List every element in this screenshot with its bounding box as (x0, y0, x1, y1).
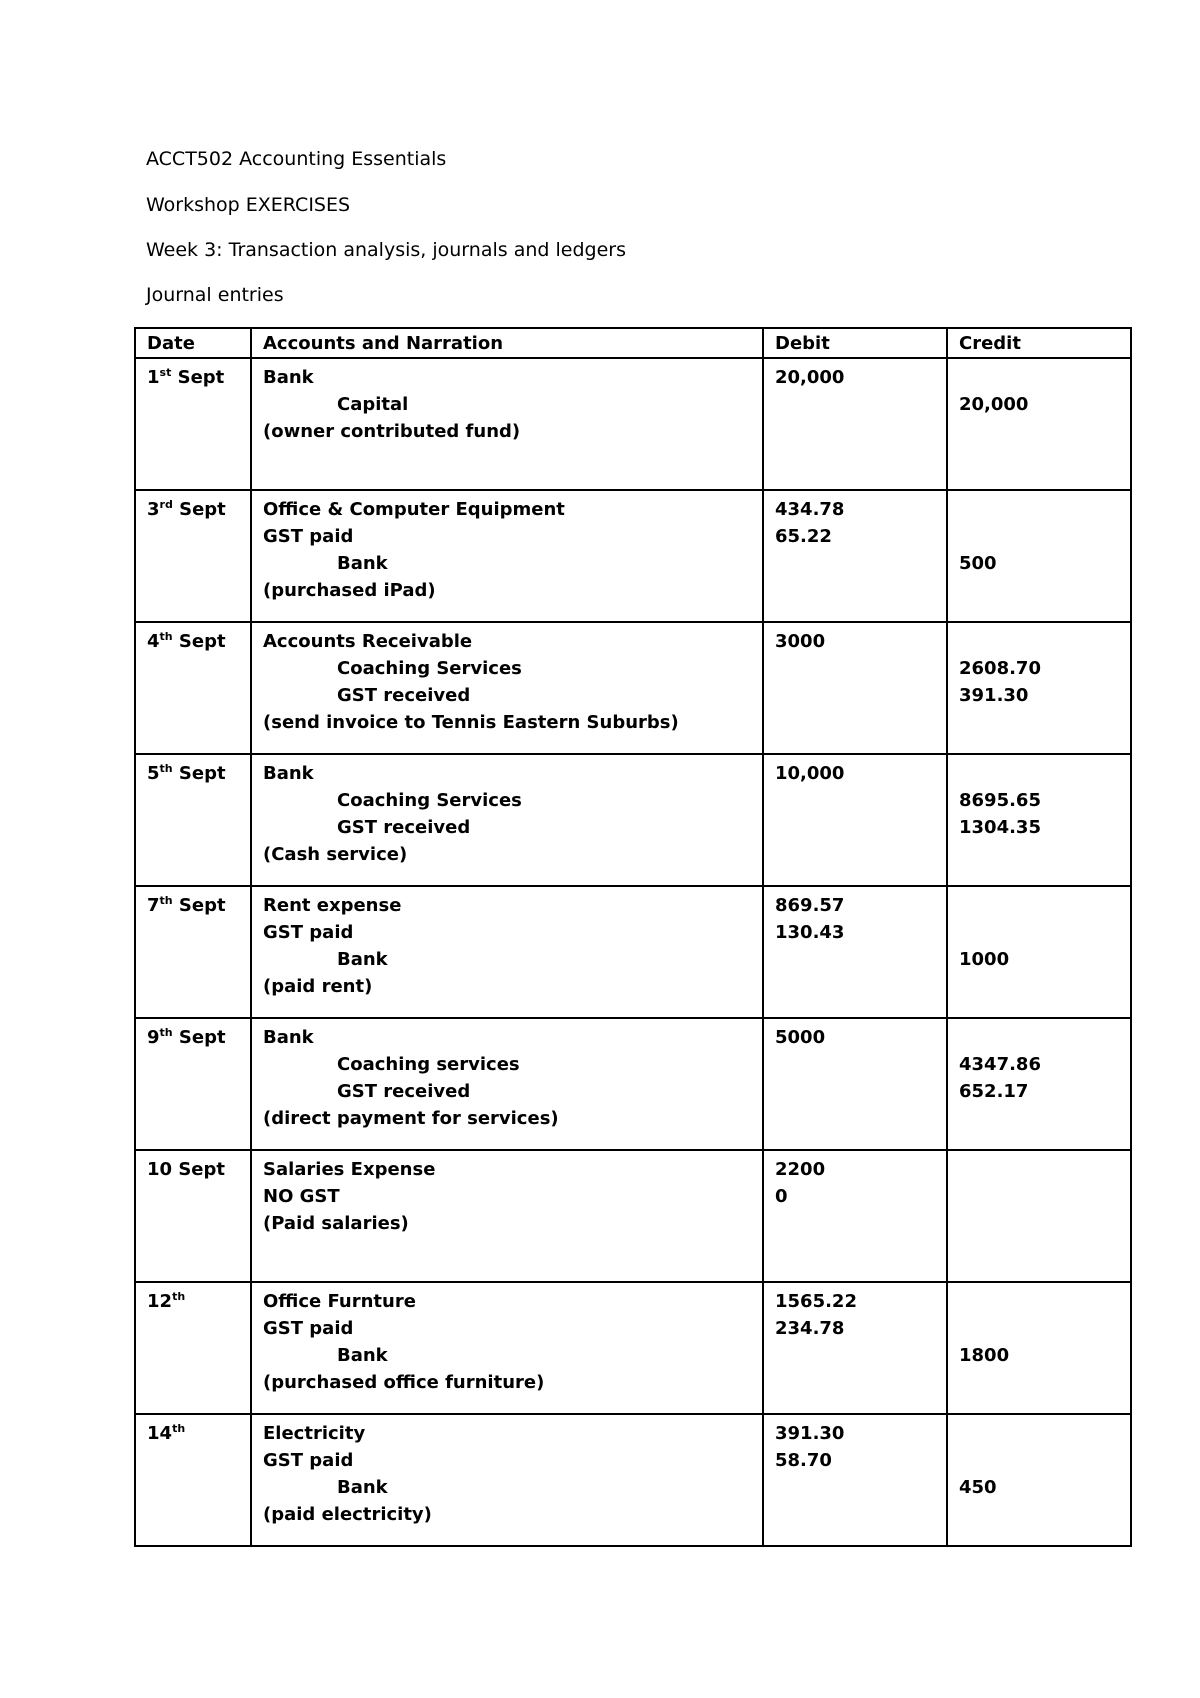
date-ordinal-suffix: rd (159, 498, 173, 511)
debit-amount: 391.30 (775, 1423, 845, 1444)
entry-accounts (251, 886, 763, 1018)
entry-credit (947, 754, 1131, 886)
header-credit: Credit (947, 328, 1131, 358)
credit-amount (959, 1288, 1120, 1315)
entry-date (135, 886, 251, 1018)
account-line: (owner contributed fund) (263, 421, 521, 442)
credit-amount (959, 892, 1120, 919)
debit-amount: 0 (775, 1186, 788, 1207)
entry-date (135, 1414, 251, 1546)
credit-amount: 1304.35 (959, 817, 1041, 838)
date-ordinal-suffix: st (159, 366, 172, 379)
entry-credit (947, 358, 1131, 490)
credit-amount (959, 1369, 1120, 1396)
date-day: 7 (147, 895, 160, 916)
credit-amount (959, 1183, 1120, 1210)
credit-amount: 500 (959, 553, 997, 574)
date-day: 5 (147, 763, 160, 784)
credit-amount (959, 418, 1120, 445)
account-line: Bank (263, 763, 314, 784)
table-row (135, 1414, 1131, 1546)
credit-amount: 20,000 (959, 394, 1029, 415)
debit-amount (775, 655, 936, 682)
date-day: 4 (147, 631, 160, 652)
account-line: (Cash service) (263, 844, 408, 865)
credit-amount (959, 1315, 1120, 1342)
entry-date (135, 1282, 251, 1414)
credit-amount (959, 760, 1120, 787)
debit-amount (775, 1210, 936, 1237)
week-heading: Week 3: Transaction analysis, journals and ledgers (146, 239, 626, 261)
account-line: (paid rent) (263, 976, 373, 997)
debit-amount (775, 1105, 936, 1132)
date-day: 3 (147, 499, 160, 520)
date-day: 10 Sept (147, 1159, 225, 1180)
credit-amount (959, 1501, 1120, 1528)
account-line: (direct payment for services) (263, 1108, 559, 1129)
entry-accounts (251, 1150, 763, 1282)
date-month: Sept (172, 1027, 226, 1048)
account-line: (purchased office furniture) (263, 1372, 545, 1393)
account-line: Bank (337, 1345, 388, 1366)
entry-credit (947, 1282, 1131, 1414)
debit-amount: 10,000 (775, 763, 845, 784)
credit-amount: 391.30 (959, 685, 1029, 706)
debit-amount: 434.78 (775, 499, 845, 520)
credit-amount (959, 919, 1120, 946)
date-month: Sept (172, 895, 226, 916)
table-row (135, 358, 1131, 490)
debit-amount (775, 1078, 936, 1105)
credit-amount: 652.17 (959, 1081, 1029, 1102)
date-ordinal-suffix: th (172, 1290, 186, 1303)
debit-amount (775, 1369, 936, 1396)
debit-amount (775, 1501, 936, 1528)
account-line: (send invoice to Tennis Eastern Suburbs) (263, 712, 679, 733)
date-month: Sept (172, 631, 226, 652)
document-subtitle: Workshop EXERCISES (146, 194, 351, 216)
debit-amount (775, 841, 936, 868)
account-line: Bank (337, 949, 388, 970)
date-month: Sept (171, 367, 225, 388)
entry-accounts (251, 1282, 763, 1414)
entry-debit (763, 1282, 947, 1414)
debit-amount (775, 787, 936, 814)
table-row (135, 886, 1131, 1018)
debit-amount (775, 391, 936, 418)
debit-amount (775, 973, 936, 1000)
date-day: 9 (147, 1027, 160, 1048)
debit-amount (775, 946, 936, 973)
account-line: Rent expense (263, 895, 402, 916)
credit-amount (959, 628, 1120, 655)
account-line: GST received (337, 817, 471, 838)
entry-accounts (251, 490, 763, 622)
entry-accounts (251, 622, 763, 754)
account-line: Capital (337, 394, 409, 415)
account-line: GST paid (263, 526, 354, 547)
account-line: GST received (337, 1081, 471, 1102)
debit-amount (775, 577, 936, 604)
account-line: (paid electricity) (263, 1504, 432, 1525)
entry-accounts (251, 754, 763, 886)
debit-amount (775, 814, 936, 841)
header-accounts: Accounts and Narration (251, 328, 763, 358)
account-line: Bank (337, 1477, 388, 1498)
entry-debit (763, 1414, 947, 1546)
debit-amount (775, 418, 936, 445)
entry-accounts (251, 1414, 763, 1546)
account-line: Coaching Services (337, 790, 522, 811)
entry-debit (763, 622, 947, 754)
table-row (135, 1150, 1131, 1282)
account-line: Office Furnture (263, 1291, 416, 1312)
account-line: GST paid (263, 1450, 354, 1471)
entry-debit (763, 754, 947, 886)
account-line: (Paid salaries) (263, 1213, 409, 1234)
account-line: Coaching Services (337, 658, 522, 679)
entry-debit (763, 358, 947, 490)
journal-body (135, 358, 1131, 1546)
entry-date (135, 1150, 251, 1282)
entry-accounts (251, 1018, 763, 1150)
account-line: NO GST (263, 1186, 340, 1207)
debit-amount (775, 1051, 936, 1078)
credit-amount (959, 709, 1120, 736)
credit-amount (959, 1156, 1120, 1183)
credit-amount: 1800 (959, 1345, 1010, 1366)
credit-amount (959, 523, 1120, 550)
date-ordinal-suffix: th (172, 1422, 186, 1435)
credit-amount (959, 1447, 1120, 1474)
entry-credit (947, 1018, 1131, 1150)
debit-amount: 869.57 (775, 895, 845, 916)
entry-date (135, 1018, 251, 1150)
table-row (135, 490, 1131, 622)
entry-credit (947, 886, 1131, 1018)
table-row (135, 622, 1131, 754)
debit-amount: 3000 (775, 631, 826, 652)
account-line: GST received (337, 685, 471, 706)
debit-amount (775, 1342, 936, 1369)
account-line: Accounts Receivable (263, 631, 473, 652)
entry-debit (763, 1018, 947, 1150)
account-line: Bank (337, 553, 388, 574)
credit-amount (959, 1210, 1120, 1237)
section-heading: Journal entries (146, 284, 284, 306)
credit-amount (959, 1024, 1120, 1051)
credit-amount (959, 841, 1120, 868)
date-ordinal-suffix: th (159, 630, 173, 643)
account-line: Coaching services (337, 1054, 520, 1075)
credit-amount (959, 973, 1120, 1000)
header-debit: Debit (763, 328, 947, 358)
document-title: ACCT502 Accounting Essentials (146, 148, 447, 170)
debit-amount (775, 709, 936, 736)
account-line: Electricity (263, 1423, 366, 1444)
entry-debit (763, 886, 947, 1018)
debit-amount: 20,000 (775, 367, 845, 388)
table-header-row (135, 328, 1131, 358)
date-ordinal-suffix: th (159, 894, 173, 907)
date-day: 14 (147, 1423, 173, 1444)
credit-amount (959, 496, 1120, 523)
date-month: Sept (172, 499, 226, 520)
debit-amount: 2200 (775, 1159, 826, 1180)
account-line: Bank (263, 367, 314, 388)
table-row (135, 1018, 1131, 1150)
credit-amount: 1000 (959, 949, 1010, 970)
account-line: GST paid (263, 922, 354, 943)
date-month: Sept (172, 763, 226, 784)
entry-date (135, 358, 251, 490)
header-date: Date (135, 328, 251, 358)
debit-amount: 1565.22 (775, 1291, 857, 1312)
credit-amount (959, 1105, 1120, 1132)
entry-debit (763, 1150, 947, 1282)
debit-amount (775, 682, 936, 709)
entry-credit (947, 622, 1131, 754)
entry-date (135, 622, 251, 754)
table-row (135, 1282, 1131, 1414)
entry-credit (947, 1414, 1131, 1546)
credit-amount: 4347.86 (959, 1054, 1041, 1075)
entry-credit (947, 1150, 1131, 1282)
credit-amount (959, 364, 1120, 391)
table-row (135, 754, 1131, 886)
date-day: 1 (147, 367, 160, 388)
entry-date (135, 754, 251, 886)
credit-amount (959, 577, 1120, 604)
entry-accounts (251, 358, 763, 490)
debit-amount: 65.22 (775, 526, 832, 547)
debit-amount (775, 550, 936, 577)
entry-credit (947, 490, 1131, 622)
debit-amount: 5000 (775, 1027, 826, 1048)
debit-amount: 58.70 (775, 1450, 832, 1471)
debit-amount (775, 1474, 936, 1501)
credit-amount: 2608.70 (959, 658, 1041, 679)
account-line: GST paid (263, 1318, 354, 1339)
credit-amount: 450 (959, 1477, 997, 1498)
date-ordinal-suffix: th (159, 1026, 173, 1039)
entry-debit (763, 490, 947, 622)
account-line: Office & Computer Equipment (263, 499, 565, 520)
credit-amount (959, 1420, 1120, 1447)
journal-entries-table (134, 327, 1132, 1547)
entry-date (135, 490, 251, 622)
debit-amount: 130.43 (775, 922, 845, 943)
account-line: Salaries Expense (263, 1159, 436, 1180)
account-line: Bank (263, 1027, 314, 1048)
credit-amount: 8695.65 (959, 790, 1041, 811)
date-ordinal-suffix: th (159, 762, 173, 775)
account-line: (purchased iPad) (263, 580, 436, 601)
date-day: 12 (147, 1291, 173, 1312)
debit-amount: 234.78 (775, 1318, 845, 1339)
